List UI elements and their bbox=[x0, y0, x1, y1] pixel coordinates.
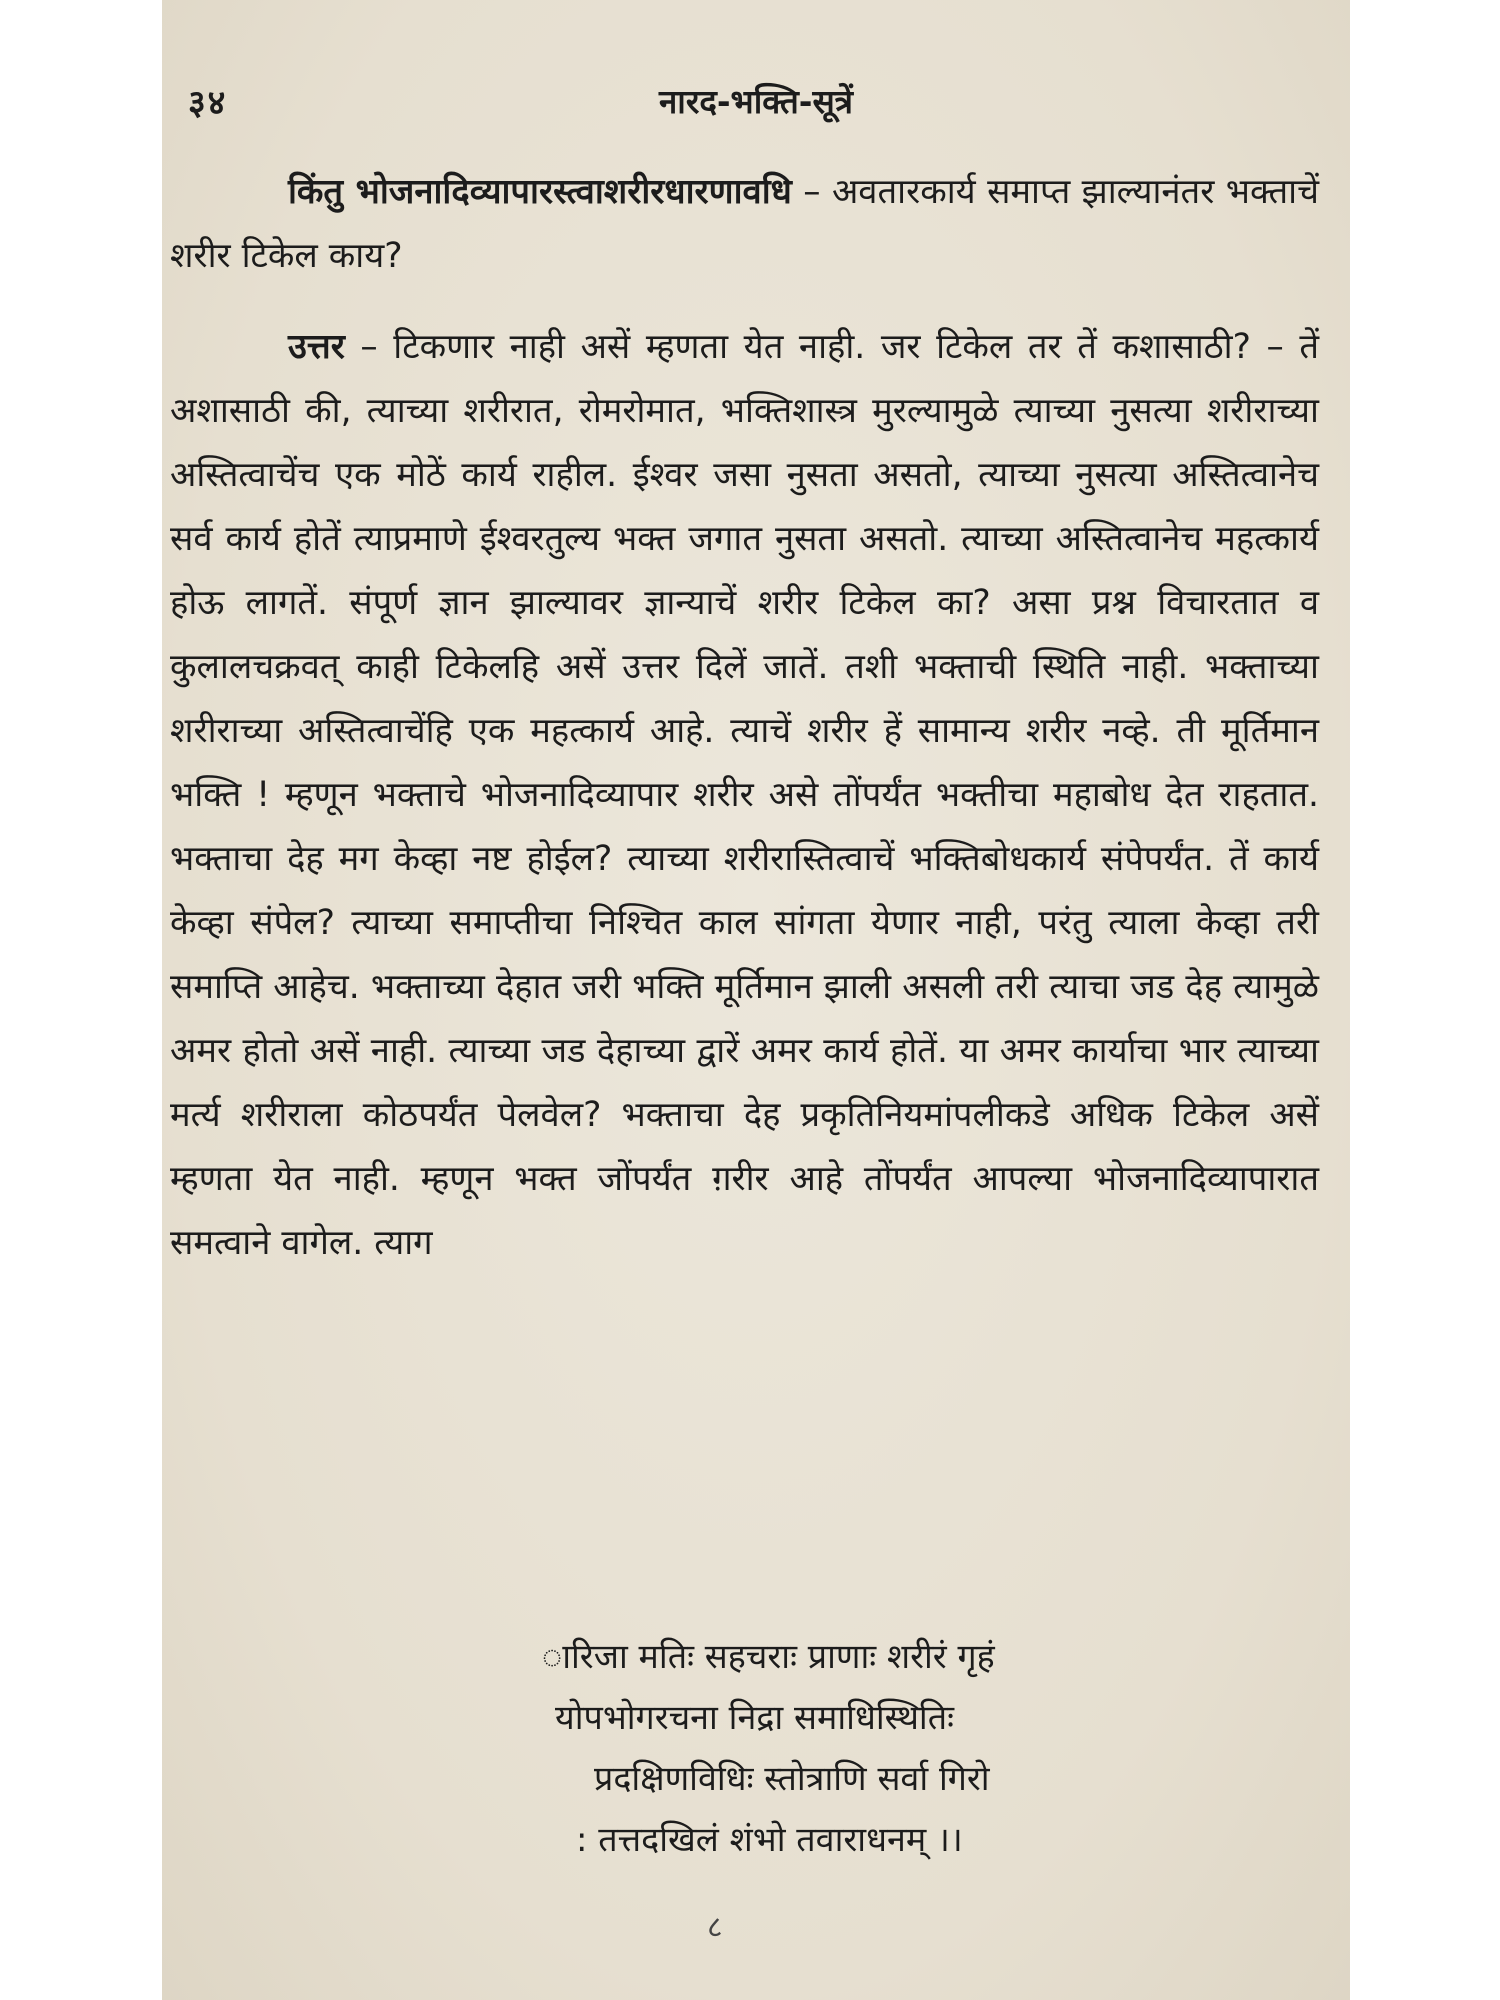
paragraph-sutra bbox=[170, 160, 1319, 288]
paragraph-answer bbox=[170, 315, 1319, 1275]
page-header bbox=[162, 78, 1350, 128]
answer-label: उत्तर bbox=[288, 327, 345, 367]
book-page bbox=[162, 0, 1350, 2000]
bottom-mark: ८ bbox=[707, 1910, 723, 1945]
verse-line-2: योपभोगरचना निद्रा समाधिस्थितिः bbox=[555, 1698, 954, 1738]
body-text bbox=[162, 160, 1319, 1275]
verse-line-1: ारिजा मतिः सहचराः प्राणाः शरीरं गृहं bbox=[542, 1637, 995, 1677]
sutra-text: किंतु भोजनादिव्यापारस्त्वाशरीरधारणावधि bbox=[288, 172, 792, 212]
sutra-question: – अवतारकार्य समाप्त झाल्यानंतर भक्ताचें शरीर टिकेल काय? bbox=[170, 172, 1319, 276]
verse-line-3: प्रदक्षिणविधिः स्तोत्राणि सर्वा गिरो bbox=[594, 1759, 990, 1799]
answer-text: – टिकणार नाही असें म्हणता येत नाही. जर टिकेल तर तें कशासाठी? – तें अशासाठी की, त्याच्या शरीरात, रोमरोमात, भक्तिशास्त्र मुरल्यामुळे त्याच्या नुसत्या शरीराच्या अस्तित्वाचेंच एक मोठें कार्य राहील. ईश्वर जसा नुसता असतो, त्याच्या नुसत्या अस्तित्वानेच सर्व कार्य होतें त्याप्रमाणे ईश्वरतुल्य भक्त जगात नुसता असतो. त्याच्या अस्तित्वानेच महत्कार्य होऊ लागतें. संपूर्ण ज्ञान झाल्यावर ज्ञान्याचें शरीर टिकेल का? असा प्रश्न विचारतात व कुलालचक्रवत् काही टिकेलहि असें उत्तर दिलें जातें. तशी भक्ताची स्थिति नाही. भक्ताच्या शरीराच्या अस्तित्वाचेंहि एक महत्कार्य आहे. त्याचें शरीर हें सामान्य शरीर नव्हे. ती मूर्तिमान भक्ति ! म्हणून भक्ताचे भोजनादिव्यापार शरीर असे तोंपर्यंत भक्तीचा महाबोध देत राहतात. भक्ताचा देह मग केव्हा नष्ट होईल? त्याच्या शरीरास्तित्वाचें भक्तिबोधकार्य संपेपर्यंत. तें कार्य केव्हा संपेल? त्याच्या समाप्तीचा निश्चित काल सांगता येणार नाही, परंतु त्याला केव्हा तरी समाप्ति आहेच. भक्ताच्या देहात जरी भक्ति मूर्तिमान झाली असली तरी त्याचा जड देह त्यामुळे अमर होतो असें नाही. त्याच्या जड देहाच्या द्वारें अमर कार्य होतें. या अमर कार्याचा भार त्याच्या मर्त्य शरीराला कोठपर्यंत पेलवेल? भक्ताचा देह प्रकृतिनियमांपलीकडे अधिक टिकेल असें म्हणता येत नाही. म्हणून भक्त जोंपर्यंत ग़रीर आहे तोंपर्यंत आपल्या भोजनादिव्यापारात समत्वाने वागेल. त्याग bbox=[170, 327, 1320, 1263]
running-title: नारद-भक्ति-सूत्रें bbox=[658, 82, 854, 121]
verse-line-4: : तत्तदखिलं शंभो तवाराधनम् ।। bbox=[576, 1820, 963, 1860]
page-number: ३४ bbox=[188, 83, 228, 123]
